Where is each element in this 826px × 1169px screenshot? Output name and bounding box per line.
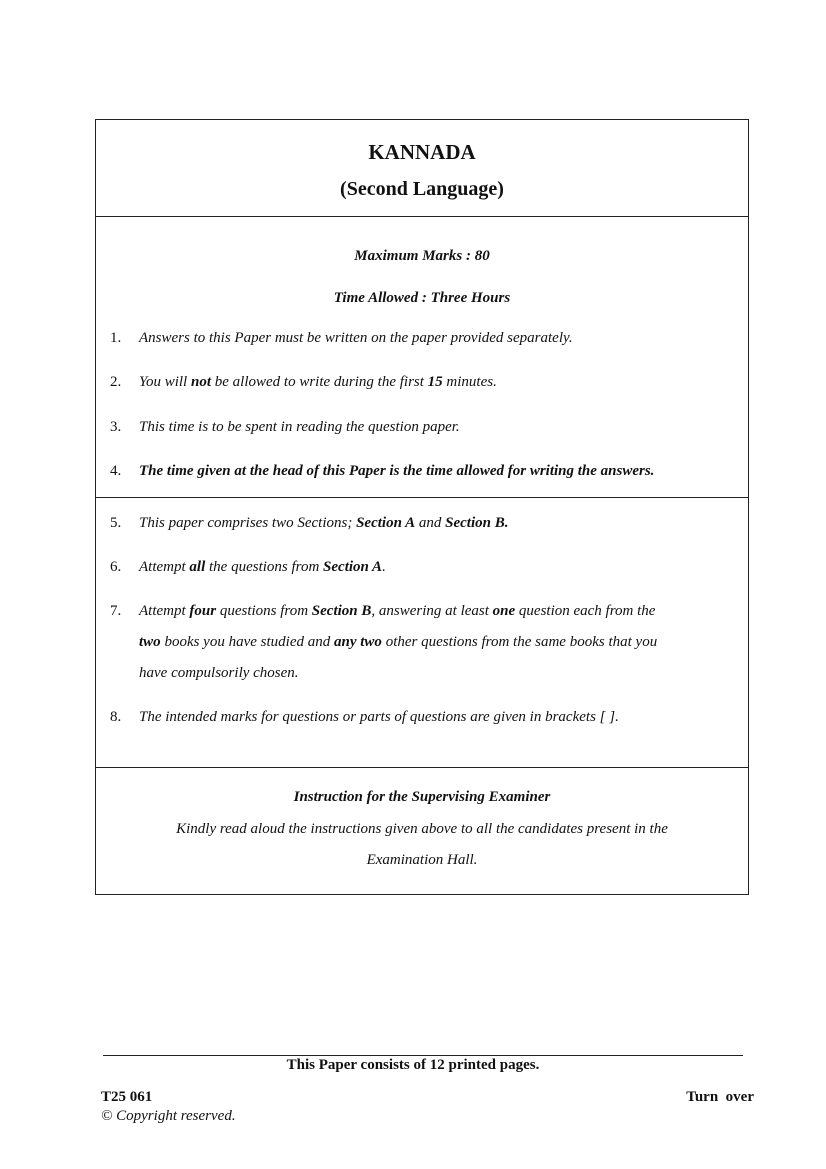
divider — [96, 497, 748, 498]
maximum-marks: Maximum Marks : 80 — [354, 248, 490, 264]
item-text: two books you have studied and any two other questions from the same books that you — [139, 634, 658, 650]
item-number: 5. — [110, 515, 122, 531]
divider — [96, 216, 748, 217]
paper-code: T25 061 — [101, 1089, 153, 1105]
divider — [96, 767, 748, 768]
item-number: 3. — [110, 419, 122, 435]
item-number: 4. — [110, 463, 122, 479]
item-text: This time is to be spent in reading the question paper. — [139, 419, 460, 435]
page-count: This Paper consists of 12 printed pages. — [286, 1057, 540, 1073]
examiner-text: Examination Hall. — [366, 852, 478, 868]
item-text: Attempt all the questions from Section A. — [139, 559, 386, 575]
item-number: 7. — [110, 603, 122, 619]
item-text: The time given at the head of this Paper is the time allowed for writing the answers. — [139, 463, 655, 479]
item-number: 8. — [110, 709, 122, 725]
turn-over: Turn over — [686, 1089, 754, 1105]
item-text: have compulsorily chosen. — [139, 665, 299, 681]
item-text: This paper comprises two Sections; Section A and Section B. — [139, 515, 509, 531]
item-text: You will not be allowed to write during the first 15 minutes. — [139, 374, 497, 390]
examiner-heading: Instruction for the Supervising Examiner — [293, 789, 551, 805]
time-allowed: Time Allowed : Three Hours — [333, 290, 511, 306]
item-text: Answers to this Paper must be written on the paper provided separately. — [139, 330, 573, 346]
footer-rule — [103, 1055, 743, 1056]
copyright: © Copyright reserved. — [101, 1108, 236, 1124]
item-text: Attempt four questions from Section B, answering at least one question each from the — [139, 603, 656, 619]
item-number: 6. — [110, 559, 122, 575]
paper-subtitle: (Second Language) — [340, 178, 504, 200]
item-number: 2. — [110, 374, 122, 390]
item-text: The intended marks for questions or parts of questions are given in brackets [ ]. — [139, 709, 619, 725]
paper-title: KANNADA — [368, 140, 476, 164]
item-number: 1. — [110, 330, 122, 346]
examiner-text: Kindly read aloud the instructions given above to all the candidates present in the — [176, 821, 668, 837]
instructions-box — [95, 119, 749, 895]
